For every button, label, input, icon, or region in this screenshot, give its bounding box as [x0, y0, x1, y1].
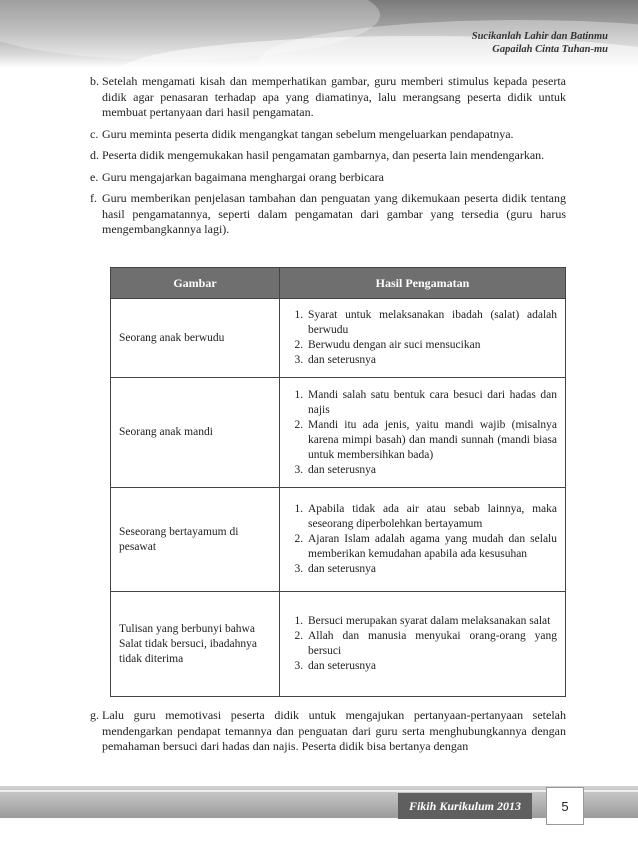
table-row	[111, 592, 566, 697]
hasil-point: 1. Apabila tidak ada air atau sebab lainnya, maka seseorang diperbolehkan bertayamum	[306, 502, 557, 532]
observation-table	[110, 267, 566, 697]
hasil-point: 2. Berwudu dengan air suci mensucikan	[306, 338, 557, 353]
table-row	[111, 299, 566, 378]
hasil-point: 1. Mandi salah satu bentuk cara besuci dari hadas dan najis	[306, 388, 557, 418]
item-label: d.	[90, 148, 99, 162]
cell-gambar: Seorang anak berwudu	[111, 299, 280, 378]
column-header-gambar: Gambar	[111, 268, 280, 299]
item-text: Guru memberikan penjelasan tambahan dan penguatan yang dikemukaan peserta didik tentang hasil pengamatannya, seperti dalam pengamatan dari gambar yang tersedia (guru harus mengembangkannya lagi).	[102, 191, 566, 236]
item-label: f.	[90, 191, 97, 205]
hasil-point: 3. dan seterusnya	[306, 562, 557, 577]
hasil-point: 3. dan seterusnya	[306, 463, 557, 478]
hasil-point: 3. dan seterusnya	[306, 353, 557, 368]
hasil-point: 2. Allah dan manusia menyukai orang-orang yang bersuci	[306, 629, 557, 659]
table-row	[111, 488, 566, 592]
item-text: Setelah mengamati kisah dan memperhatikan gambar, guru memberi stimulus kepada peserta didik agar penasaran terhadap apa yang diamatinya, lalu merangsang peserta didik untuk membuat pertanyaan dari hasil pengamatan.	[102, 74, 566, 119]
instruction-list	[90, 74, 566, 244]
hasil-point: 2. Ajaran Islam adalah agama yang mudah dan selalu memberikan kemudahan apabila ada kesusuhan	[306, 532, 557, 562]
item-text: Lalu guru memotivasi peserta didik untuk mengajukan pertanyaan-pertanyaan setelah mendengarkan pendapat temannya dan penguatan dari guru serta menghubungkannya dengan pemahaman bersuci dari hadas dan najis. Peserta didik bisa bertanya dengan	[102, 708, 566, 753]
list-item	[90, 74, 566, 121]
column-header-hasil: Hasil Pengamatan	[280, 268, 566, 299]
cell-hasil	[280, 299, 566, 378]
list-item	[90, 170, 566, 186]
cell-gambar: Tulisan yang berbunyi bahwa Salat tidak bersuci, ibadahnya tidak diterima	[111, 592, 280, 697]
item-text: Guru meminta peserta didik mengangkat tangan sebelum mengeluarkan pendapatnya.	[102, 126, 514, 141]
footer-book-title: Fikih Kurikulum 2013	[398, 793, 532, 819]
item-text: Guru mengajarkan bagaimana menghargai orang berbicara	[102, 169, 384, 184]
item-label: b.	[90, 74, 99, 88]
item-label: g.	[90, 708, 99, 722]
cell-hasil	[280, 488, 566, 592]
page-number: 5	[546, 787, 584, 825]
cell-hasil	[280, 378, 566, 488]
table-row	[111, 378, 566, 488]
hasil-point: 1. Bersuci merupakan syarat dalam melaksanakan salat	[306, 614, 557, 629]
item-text: Peserta didik mengemukakan hasil pengamatan gambarnya, dan peserta lain mendengarkan.	[102, 148, 545, 162]
running-header	[472, 30, 608, 56]
footer-banner	[0, 786, 638, 818]
list-item	[90, 191, 566, 238]
closing-paragraph	[90, 708, 566, 761]
hasil-point: 1. Syarat untuk melaksanakan ibadah (salat) adalah berwudu	[306, 308, 557, 338]
cell-hasil	[280, 592, 566, 697]
footer-stripe	[0, 790, 638, 792]
table-header-row	[111, 268, 566, 299]
header-line-2: Gapailah Cinta Tuhan-mu	[492, 44, 608, 55]
hasil-point: 3. dan seterusnya	[306, 659, 557, 674]
list-item	[90, 708, 566, 755]
cell-gambar: Seseorang bertayamum di pesawat	[111, 488, 280, 592]
cell-gambar: Seorang anak mandi	[111, 378, 280, 488]
header-line-1: Sucikanlah Lahir dan Batinmu	[471, 31, 608, 42]
list-item	[90, 148, 566, 164]
item-label: c.	[90, 126, 99, 141]
list-item	[90, 127, 566, 143]
hasil-point: 2. Mandi itu ada jenis, yaitu mandi wajib (misalnya karena mimpi basah) dan mandi sunnah (mandi biasa untuk membersihkan bada)	[306, 418, 557, 463]
item-label: e.	[90, 169, 99, 184]
